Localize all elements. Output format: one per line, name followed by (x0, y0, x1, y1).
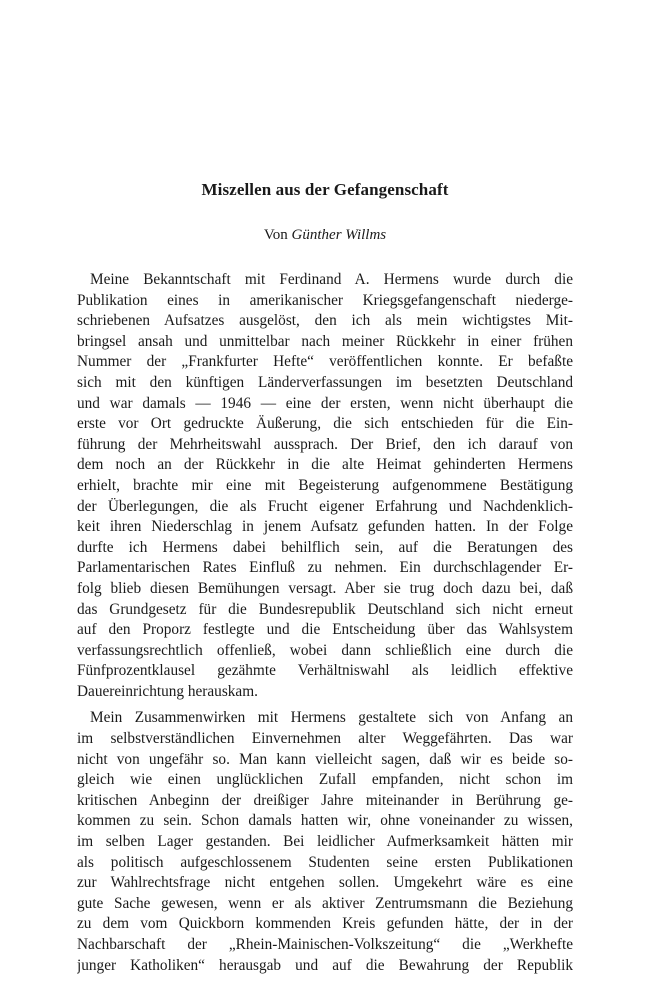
text-line: und war damals — 1946 — eine der ersten, wenn nicht überhaupt die (77, 394, 573, 412)
text-line: zu dem vom Quickborn kommenden Kreis gefunden hätte, der in der (77, 915, 573, 933)
author-name: Günther Willms (291, 227, 387, 243)
text-line: junger Katholiken“ herausgab und auf die Bewahrung der Republik (77, 956, 573, 974)
paragraph (77, 270, 573, 702)
text-line: Mein Zusammenwirken mit Hermens gestaltete sich von Anfang an (90, 709, 573, 727)
text-line: Parlamentarischen Rates Einfluß zu nehmen. Ein durchschlagender Er- (77, 559, 573, 577)
article-byline (0, 227, 650, 244)
text-line: kommen zu sein. Schon damals hatten wir, ohne voneinander zu wissen, (77, 812, 573, 830)
paragraph (77, 708, 573, 976)
text-line: erste vor Ort gedruckte Äußerung, die sich entschieden für die Ein- (77, 415, 573, 433)
text-line: durfte ich Hermens dabei behilflich sein, auf die Beratungen des (77, 538, 573, 556)
text-line: Nummer der „Frankfurter Hefte“ veröffentlichen konnte. Er befaßte (77, 353, 573, 371)
text-line: zur Wahlrechtsfrage nicht entgehen sollen. Umgekehrt wäre es eine (77, 874, 573, 892)
text-line: schriebenen Aufsatzes ausgelöst, den ich als mein wichtigstes Mit- (77, 312, 573, 330)
text-line: dem noch an der Rückkehr in die alte Heimat gehinderten Hermens (77, 456, 573, 474)
text-line: keit ihren Niederschlag in jenem Aufsatz gefunden hatten. In der Folge (77, 518, 573, 536)
text-line: im selben Lager gestanden. Bei leidlicher Aufmerksamkeit hätten mir (77, 833, 573, 851)
text-line: führung der Mehrheitswahl aussprach. Der Brief, den ich darauf von (77, 435, 573, 453)
text-line: Dauereinrichtung herauskam. (77, 682, 258, 700)
text-line: der Überlegungen, die als Frucht eigener Erfahrung und Nachdenklich- (77, 497, 573, 515)
text-line: Nachbarschaft der „Rhein-Mainischen-Volkszeitung“ die „Werkhefte (77, 936, 573, 953)
text-line: Fünfprozentklausel gezähmte Verhältniswahl als leidlich effektive (77, 662, 573, 680)
article-body (77, 270, 573, 976)
text-line: Meine Bekanntschaft mit Ferdinand A. Hermens wurde durch die (90, 271, 573, 288)
text-line: das Grundgesetz für die Bundesrepublik Deutschland sich nicht erneut (77, 600, 573, 618)
text-line: kritischen Anbeginn der dreißiger Jahre miteinander in Berührung ge- (77, 791, 573, 809)
text-line: als politisch aufgeschlossenem Studenten seine ersten Publikationen (77, 853, 573, 871)
text-line: nicht von ungefähr so. Man kann vielleicht sagen, daß wir es beide so- (77, 750, 573, 768)
text-line: auf den Proporz festlegte und die Entscheidung über das Wahlsystem (77, 621, 573, 639)
text-line: folg blieb diesen Bemühungen versagt. Aber sie trug doch dazu bei, daß (77, 579, 573, 597)
text-line: bringsel ansah und unmittelbar nach meiner Rückkehr in einer frühen (77, 332, 573, 350)
article-title: Miszellen aus der Gefangenschaft (201, 180, 449, 199)
text-line: im selbstverständlichen Einvernehmen alter Weggefährten. Das war (77, 730, 573, 748)
text-line: Publikation eines in amerikanischer Kriegsgefangenschaft niederge- (77, 291, 573, 309)
text-line: verfassungsrechtlich offenließ, wobei dann schließlich eine durch die (77, 641, 573, 659)
text-line: gute Sache gewesen, wenn er als aktiver Zentrumsmann die Beziehung (77, 894, 573, 912)
byline-prefix: Von (263, 227, 292, 243)
text-line: gleich wie einen unglücklichen Zufall empfanden, nicht schon im (77, 771, 573, 789)
text-line: erhielt, brachte mir eine mit Begeisterung aufgenommene Bestätigung (77, 476, 573, 494)
text-line: sich mit den künftigen Länderverfassungen im besetzten Deutschland (77, 373, 573, 391)
